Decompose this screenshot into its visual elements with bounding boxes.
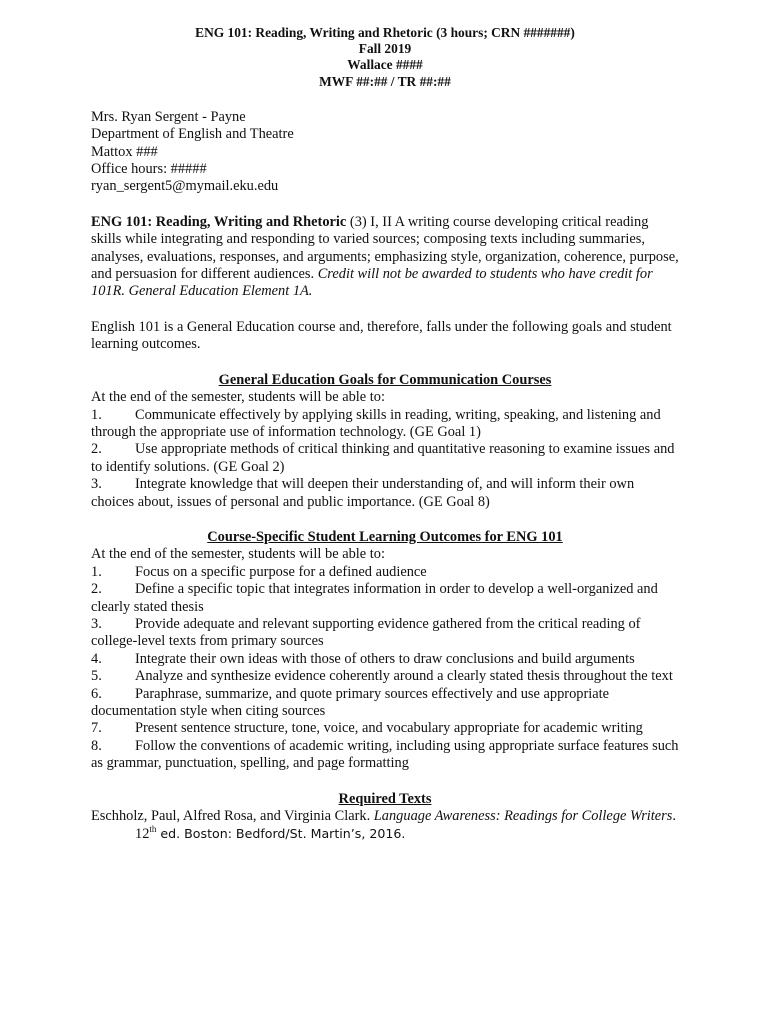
list-item [91,651,679,668]
location-line: Wallace #### [347,57,423,73]
description-body: (3) I, II A writing course developing critical reading skills while integrating and responding to varied sources; composing texts including summaries, analyses, evaluations, responses, and arguments; emphasizing style, organization, coherence, purpose, and persuasion for different audiences. [91,213,679,283]
learning-outcomes-intro: At the end of the semester, students will be able to: [91,546,385,563]
instructor-email: ryan_sergent5@mymail.eku.edu [91,178,279,195]
semester-line: Fall 2019 [358,41,412,57]
schedule-line: MWF ##:## / TR ##:## [319,73,451,89]
citation-publisher: ed. Boston: Bedford/St. Martin’s, 2016. [156,826,406,842]
instructor-contact [91,109,679,196]
course-title-line: ENG 101: Reading, Writing and Rhetoric (3 hours; CRN #######) [195,25,575,40]
learning-outcomes-title: Course-Specific Student Learning Outcomes for ENG 101 [207,528,563,545]
item-number: 2. [91,581,102,598]
item-number: 7. [91,720,102,737]
item-number: 4. [91,650,102,667]
item-text: Use appropriate methods of critical thinking and quantitative reasoning to examine issues and to identify solutions. (GE Goal 2) [91,441,675,475]
item-text: Integrate knowledge that will deepen their understanding of, and will inform their own choices about, issues of personal and public importance. (GE Goal 8) [91,476,635,510]
item-number: 8. [91,737,102,754]
item-text: Present sentence structure, tone, voice, and vocabulary appropriate for academic writing [135,720,643,737]
list-item [91,441,679,476]
item-text: Define a specific topic that integrates information in order to develop a well-organized and clearly stated thesis [91,581,658,615]
item-text: Analyze and synthesize evidence coherently around a clearly stated thesis throughout the text [135,668,673,685]
item-number: 2. [91,441,102,458]
item-text: Provide adequate and relevant supporting evidence gathered from the critical reading of college-level texts from primary sources [91,615,641,650]
list-item [91,686,679,721]
item-text: Follow the conventions of academic writing, including using appropriate surface features such as grammar, punctuation, spelling, and page formatting [91,737,679,772]
syllabus-page [91,25,679,844]
gen-ed-goals-title: General Education Goals for Communication Courses [218,371,552,388]
credit-note: Credit will not be awarded to students who have credit for 101R. General Education Element 1A. [91,266,653,300]
item-number: 1. [91,406,102,423]
course-header [91,25,679,90]
instructor-name: Mrs. Ryan Sergent - Payne [91,108,246,125]
list-item [91,564,679,581]
list-item [91,616,679,651]
item-text: Paraphrase, summarize, and quote primary sources effectively and use appropriate documentation style when citing sources [91,685,610,719]
list-item [91,720,679,737]
list-item [91,476,679,511]
learning-outcomes-list [91,564,679,773]
department: Department of English and Theatre [91,126,294,143]
citation-authors: Eschholz, Paul, Alfred Rosa, and Virginia Clark. [91,808,374,825]
gen-ed-intro: English 101 is a General Education course and, therefore, falls under the following goals and student learning outcomes. [91,318,672,353]
course-name: ENG 101: Reading, Writing and Rhetoric [91,213,347,230]
item-text: Communicate effectively by applying skills in reading, writing, speaking, and listening and through the appropriate use of information technology. (GE Goal 1) [91,406,661,440]
gen-ed-goals-list [91,407,679,511]
citation-edition: . 12 [135,808,676,843]
citation-book-title: Language Awareness: Readings for College Writers [373,808,673,825]
required-texts-title: Required Texts [338,790,432,807]
item-number: 6. [91,685,102,702]
item-number: 3. [91,476,102,493]
item-text: Focus on a specific purpose for a defined audience [135,563,427,580]
list-item [91,668,679,685]
textbook-citation [91,808,679,844]
office-location: Mattox ### [91,143,158,160]
item-number: 3. [91,615,102,632]
item-text: Integrate their own ideas with those of others to draw conclusions and build arguments [135,650,635,667]
list-item [91,738,679,773]
item-number: 5. [91,668,102,685]
course-description [91,214,679,301]
item-number: 1. [91,563,102,580]
list-item [91,407,679,442]
office-hours: Office hours: ##### [91,161,207,178]
list-item [91,581,679,616]
citation-edition-suffix: th [149,824,157,835]
gen-ed-goals-intro: At the end of the semester, students will be able to: [91,389,385,406]
